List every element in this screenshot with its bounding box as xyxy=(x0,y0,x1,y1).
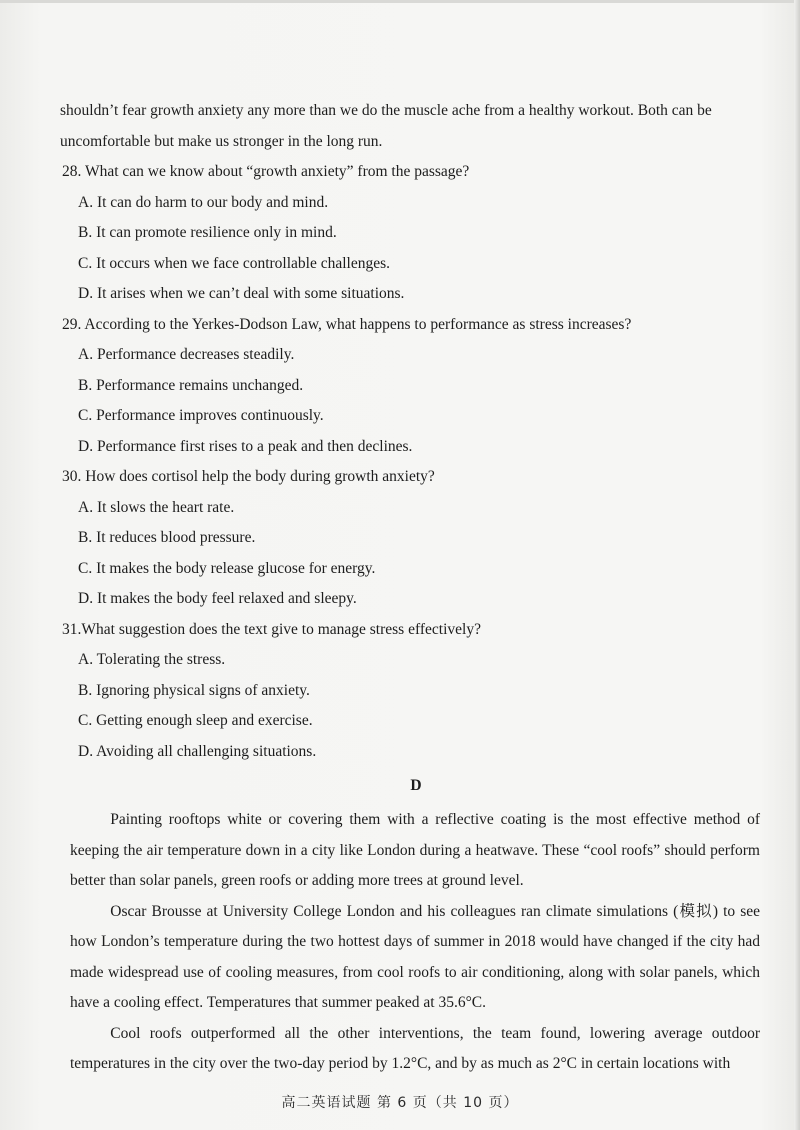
option-b: B. Ignoring physical signs of anxiety. xyxy=(78,681,310,699)
section-d-paragraph-1: Painting rooftops white or covering them with a reflective coating is the most effective method of keeping the air temperature down in a city like London during a heatwave. These “cool roofs” should perform better than solar panels, green roofs or adding more trees at ground level. xyxy=(70,811,760,889)
page-content xyxy=(60,96,760,1080)
question-30 xyxy=(60,462,760,615)
question-stem: 28. What can we know about “growth anxiety” from the passage? xyxy=(62,163,470,180)
page-footer: 高二英语试题 第 6 页（共 10 页） xyxy=(281,1095,519,1111)
option-d: D. Performance first rises to a peak and then declines. xyxy=(78,437,413,455)
section-d-paragraph-3: Cool roofs outperformed all the other interventions, the team found, lowering average outdoor temperatures in the city over the two-day period by 1.2°C, and by as much as 2°C in certain locations with xyxy=(70,1024,760,1072)
scan-top-edge xyxy=(0,0,800,3)
passage-intro-line-2: uncomfortable but make us stronger in the long run. xyxy=(60,132,383,150)
option-c: C. Getting enough sleep and exercise. xyxy=(78,712,313,729)
option-b: B. Performance remains unchanged. xyxy=(78,376,304,394)
option-d: D. Avoiding all challenging situations. xyxy=(78,742,317,760)
option-c: C. Performance improves continuously. xyxy=(78,407,324,424)
question-31 xyxy=(60,615,760,768)
question-stem: 31.What suggestion does the text give to manage stress effectively? xyxy=(62,620,481,638)
passage-intro-line-1: shouldn’t fear growth anxiety any more than we do the muscle ache from a healthy workout. Both can be xyxy=(60,102,712,119)
section-d-heading: D xyxy=(410,777,422,794)
scan-right-edge xyxy=(794,0,800,1130)
option-b: B. It can promote resilience only in mind. xyxy=(78,224,337,241)
option-d: D. It arises when we can’t deal with some situations. xyxy=(78,285,405,302)
question-stem: 29. According to the Yerkes-Dodson Law, what happens to performance as stress increases? xyxy=(62,315,632,333)
section-d-paragraph-2: Oscar Brousse at University College London and his colleagues ran climate simulations (模拟) to see how London’s temperature during the two hottest days of summer in 2018 would have changed if the city had made widespread use of cooling measures, from cool roofs to air conditioning, along with solar panels, which have a cooling effect. Temperatures that summer peaked at 35.6°C. xyxy=(70,902,760,1011)
question-stem: 30. How does cortisol help the body during growth anxiety? xyxy=(62,468,435,485)
question-29 xyxy=(60,310,760,463)
option-a: A. It can do harm to our body and mind. xyxy=(78,193,329,211)
option-a: A. It slows the heart rate. xyxy=(78,498,235,516)
question-28 xyxy=(60,157,760,310)
option-a: A. Tolerating the stress. xyxy=(78,651,226,668)
option-d: D. It makes the body feel relaxed and sleepy. xyxy=(78,590,357,607)
option-a: A. Performance decreases steadily. xyxy=(78,346,295,363)
option-c: C. It makes the body release glucose for energy. xyxy=(78,559,376,577)
option-b: B. It reduces blood pressure. xyxy=(78,529,256,546)
option-c: C. It occurs when we face controllable challenges. xyxy=(78,254,391,272)
